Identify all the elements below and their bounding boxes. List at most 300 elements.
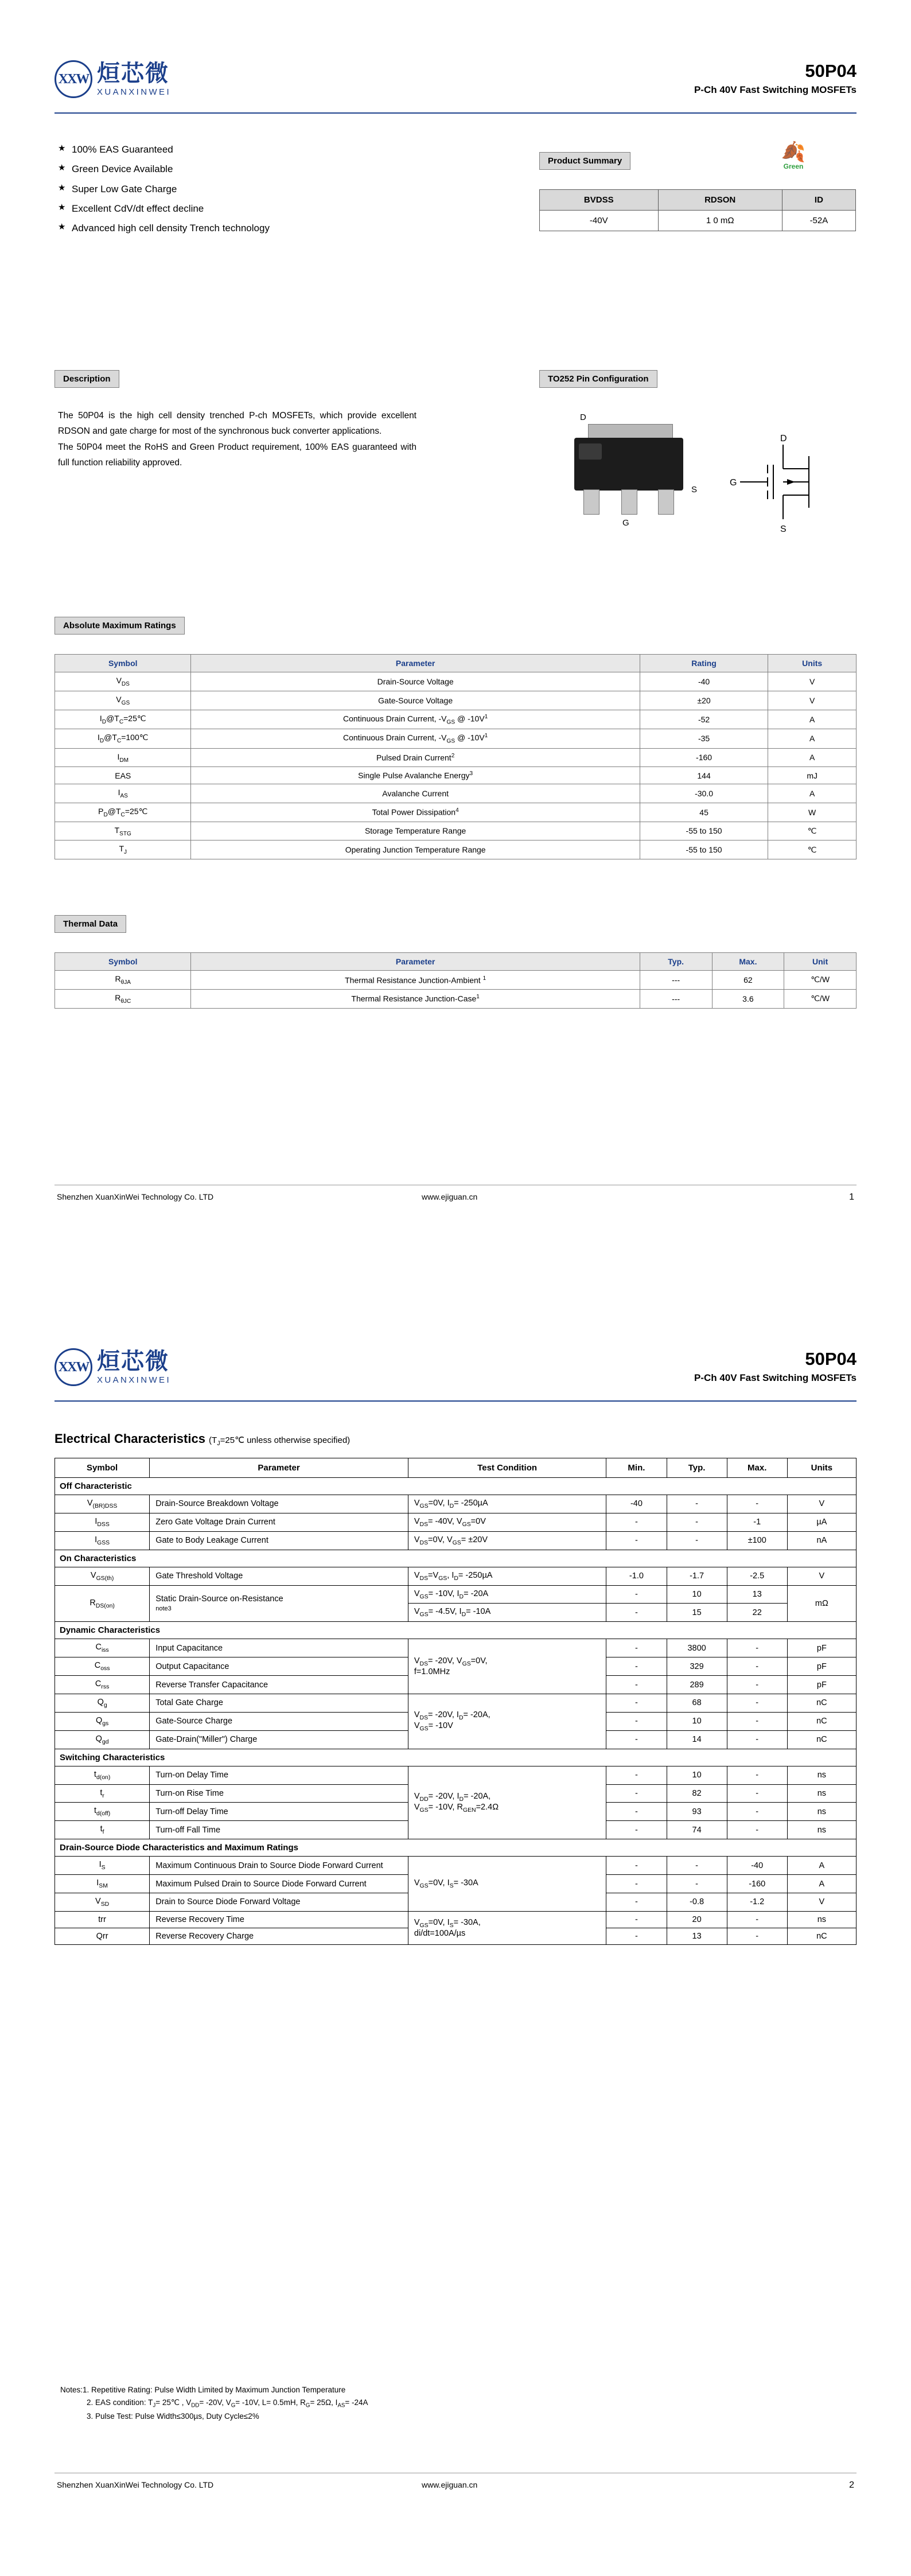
ec-header-row bbox=[55, 1458, 857, 1478]
amr-cell: $I_{DM}$ bbox=[55, 748, 191, 767]
ec-min: - bbox=[606, 1857, 667, 1875]
amr-cell: Avalanche Current bbox=[191, 784, 640, 803]
ec-min: - bbox=[606, 1712, 667, 1730]
ec-test-condition: $V_{GS}= -10V$, $I_D= -20A$ bbox=[408, 1585, 606, 1604]
ec-max: - bbox=[727, 1911, 787, 1928]
ps-header-cell: ID bbox=[782, 190, 855, 211]
ec-max: -160 bbox=[727, 1875, 787, 1893]
ec-symbol: $t_r$ bbox=[55, 1784, 150, 1803]
td-cell: ℃/W bbox=[784, 989, 857, 1008]
ec-parameter: Turn-on Rise Time bbox=[150, 1784, 408, 1803]
amr-cell: $V_{DS}$ bbox=[55, 672, 191, 691]
amr-cell: -40 bbox=[640, 672, 768, 691]
ec-min: - bbox=[606, 1639, 667, 1657]
electrical-characteristics-title: Electrical Characteristics ($T_J=25℃$ unless otherwise specified) bbox=[54, 1431, 351, 1447]
ec-units: ns bbox=[787, 1766, 856, 1784]
td-header-cell: Symbol bbox=[55, 953, 191, 971]
ec-parameter: Drain-Source Breakdown Voltage bbox=[150, 1495, 408, 1513]
ec-section-title: Off Characteristic bbox=[55, 1478, 857, 1495]
table-row bbox=[55, 971, 857, 990]
company-logo bbox=[54, 60, 171, 98]
ec-parameter: Static Drain-Source on-Resistance note3 bbox=[150, 1585, 408, 1622]
ec-typ: - bbox=[667, 1495, 727, 1513]
ec-units: ns bbox=[787, 1911, 856, 1928]
table-row bbox=[55, 1911, 857, 1928]
package-lead bbox=[658, 489, 674, 515]
ec-header-cell: Typ. bbox=[667, 1458, 727, 1478]
table-row bbox=[55, 1531, 857, 1550]
amr-cell: Single Pulse Avalanche Energy$^3$ bbox=[191, 767, 640, 784]
table-row bbox=[55, 803, 857, 822]
page-header bbox=[54, 60, 857, 112]
logo-english-name: XUANXINWEI bbox=[97, 87, 172, 97]
table-row bbox=[55, 729, 857, 748]
part-description: P-Ch 40V Fast Switching MOSFETs bbox=[694, 84, 857, 96]
ps-header-cell: BVDSS bbox=[540, 190, 659, 211]
amr-header-cell: Units bbox=[768, 655, 857, 672]
amr-cell: 45 bbox=[640, 803, 768, 822]
ec-max: -2.5 bbox=[727, 1567, 787, 1585]
feature-label: Excellent CdV/dt effect decline bbox=[72, 203, 204, 214]
amr-header-cell: Rating bbox=[640, 655, 768, 672]
amr-cell: Pulsed Drain Current$^2$ bbox=[191, 748, 640, 767]
ec-symbol: Qrr bbox=[55, 1928, 150, 1944]
td-cell: 62 bbox=[712, 971, 784, 990]
ec-symbol: $Q_g$ bbox=[55, 1694, 150, 1713]
ec-test-condition: $V_{DS}=V_{GS}$, $I_D= -250\mu A$ bbox=[408, 1567, 606, 1585]
ec-symbol: $t_f$ bbox=[55, 1821, 150, 1839]
ec-max: 13 bbox=[727, 1585, 787, 1604]
td-header-cell: Parameter bbox=[191, 953, 640, 971]
table-row bbox=[55, 784, 857, 803]
header-divider bbox=[54, 112, 857, 114]
ec-typ: -1.7 bbox=[667, 1567, 727, 1585]
ec-min: -1.0 bbox=[606, 1567, 667, 1585]
part-number: 50P04 bbox=[805, 61, 857, 81]
ec-parameter: Gate Threshold Voltage bbox=[150, 1567, 408, 1585]
ec-symbol: $I_{GSS}$ bbox=[55, 1531, 150, 1550]
ec-units: A bbox=[787, 1857, 856, 1875]
ec-parameter: Gate to Body Leakage Current bbox=[150, 1531, 408, 1550]
thermal-table bbox=[54, 952, 857, 1009]
ec-header-cell: Units bbox=[787, 1458, 856, 1478]
pin-config-label: TO252 Pin Configuration bbox=[539, 370, 657, 388]
electrical-characteristics-table bbox=[54, 1458, 857, 1945]
package-lead bbox=[583, 489, 599, 515]
ec-typ: 20 bbox=[667, 1911, 727, 1928]
ec-test-condition: $V_{DD}= -20V$, $I_D= -20A$, $V_{GS}= -10V$, $R_{GEN}=2.4\Omega$ bbox=[408, 1766, 606, 1839]
ps-value-cell: -52A bbox=[782, 211, 855, 231]
ec-header-cell: Min. bbox=[606, 1458, 667, 1478]
amr-cell: Continuous Drain Current, $-V_{GS}$ @ $-10V^1$ bbox=[191, 710, 640, 729]
table-row bbox=[55, 1567, 857, 1585]
ec-min: - bbox=[606, 1694, 667, 1713]
amr-cell: Continuous Drain Current, $-V_{GS}$ @ $-10V^1$ bbox=[191, 729, 640, 748]
table-row bbox=[55, 691, 857, 710]
feature-item bbox=[58, 163, 414, 175]
ec-typ: 14 bbox=[667, 1730, 727, 1749]
ec-parameter: Reverse Recovery Time bbox=[150, 1911, 408, 1928]
ec-typ: 93 bbox=[667, 1803, 727, 1821]
ec-symbol: $I_{DSS}$ bbox=[55, 1513, 150, 1531]
td-cell: Thermal Resistance Junction-Case$^1$ bbox=[191, 989, 640, 1008]
ec-units: nC bbox=[787, 1712, 856, 1730]
ec-min: - bbox=[606, 1911, 667, 1928]
ec-test-condition: $V_{GS}= -4.5V$, $I_D= -10A$ bbox=[408, 1604, 606, 1622]
ec-max: - bbox=[727, 1694, 787, 1713]
amr-header-cell: Parameter bbox=[191, 655, 640, 672]
ec-typ: 10 bbox=[667, 1585, 727, 1604]
ec-parameter: Turn-on Delay Time bbox=[150, 1766, 408, 1784]
ec-test-condition: $V_{GS}=0V$, $I_S= -30A$, di/dt=100A/µs bbox=[408, 1911, 606, 1944]
amr-cell: $T_{STG}$ bbox=[55, 822, 191, 840]
ec-section-row bbox=[55, 1839, 857, 1857]
ec-max: - bbox=[727, 1639, 787, 1657]
ec-typ: - bbox=[667, 1531, 727, 1550]
logo-chinese-name: 烜芯微 bbox=[97, 1348, 169, 1375]
table-row bbox=[55, 840, 857, 859]
ec-units: µA bbox=[787, 1513, 856, 1531]
ec-parameter: Maximum Continuous Drain to Source Diode Forward Current bbox=[150, 1857, 408, 1875]
ec-units: ns bbox=[787, 1803, 856, 1821]
ec-max: - bbox=[727, 1821, 787, 1839]
svg-text:S: S bbox=[780, 524, 787, 534]
logo-mark-icon: XXW bbox=[54, 60, 92, 98]
ec-max: - bbox=[727, 1712, 787, 1730]
table-row bbox=[55, 989, 857, 1008]
footer-website[interactable]: www.ejiguan.cn bbox=[422, 1192, 478, 1201]
table-row bbox=[55, 710, 857, 729]
ec-units: V bbox=[787, 1495, 856, 1513]
ec-symbol: $I_S$ bbox=[55, 1857, 150, 1875]
ec-section-row bbox=[55, 1550, 857, 1567]
page-header bbox=[54, 1348, 857, 1400]
ec-min: - bbox=[606, 1766, 667, 1784]
amr-cell: -55 to 150 bbox=[640, 822, 768, 840]
ec-typ: - bbox=[667, 1857, 727, 1875]
ec-units: nA bbox=[787, 1531, 856, 1550]
ec-parameter: Input Capacitance bbox=[150, 1639, 408, 1657]
ec-symbol: $t_{d(on)}$ bbox=[55, 1766, 150, 1784]
table-row bbox=[55, 1585, 857, 1604]
ec-min: - bbox=[606, 1513, 667, 1531]
ec-max: - bbox=[727, 1784, 787, 1803]
td-cell: $R_{\theta JC}$ bbox=[55, 989, 191, 1008]
package-drawing bbox=[554, 413, 708, 548]
ec-test-condition: $V_{DS}= -40V$, $V_{GS}=0V$ bbox=[408, 1513, 606, 1531]
description-paragraph: The 50P04 is the high cell density trenched P-ch MOSFETs, which provide excellent RDSON and gate charge for most of the synchronous buck converter applications. bbox=[58, 411, 416, 436]
table-row bbox=[55, 748, 857, 767]
ec-min: - bbox=[606, 1928, 667, 1944]
ec-symbol: $I_{SM}$ bbox=[55, 1875, 150, 1893]
ec-section-title: Switching Characteristics bbox=[55, 1749, 857, 1766]
amr-cell: A bbox=[768, 710, 857, 729]
amr-cell: $V_{GS}$ bbox=[55, 691, 191, 710]
ec-symbol: trr bbox=[55, 1911, 150, 1928]
ec-header-cell: Max. bbox=[727, 1458, 787, 1478]
part-description: P-Ch 40V Fast Switching MOSFETs bbox=[694, 1372, 857, 1384]
footer-page-number: 1 bbox=[849, 1192, 854, 1202]
footer-website[interactable]: www.ejiguan.cn bbox=[422, 2480, 478, 2489]
ec-typ: 10 bbox=[667, 1766, 727, 1784]
ec-section-title: Dynamic Characteristics bbox=[55, 1622, 857, 1639]
feature-item bbox=[58, 183, 414, 195]
ec-test-condition: $V_{GS}=0V$, $I_D= -250\mu A$ bbox=[408, 1495, 606, 1513]
ec-section-title: On Characteristics bbox=[55, 1550, 857, 1567]
ec-symbol: $V_{(BR)DSS}$ bbox=[55, 1495, 150, 1513]
ec-units: nC bbox=[787, 1730, 856, 1749]
ec-units: pF bbox=[787, 1639, 856, 1657]
ps-value-cell: -40V bbox=[540, 211, 659, 231]
amr-cell: $I_D@T_C=25℃$ bbox=[55, 710, 191, 729]
ec-min: - bbox=[606, 1784, 667, 1803]
amr-cell: EAS bbox=[55, 767, 191, 784]
ec-min: - bbox=[606, 1821, 667, 1839]
td-cell: --- bbox=[640, 989, 712, 1008]
amr-cell: ℃ bbox=[768, 822, 857, 840]
ec-min: -40 bbox=[606, 1495, 667, 1513]
star-icon: ★ bbox=[58, 202, 66, 212]
ec-units: pF bbox=[787, 1657, 856, 1676]
table-row bbox=[55, 767, 857, 784]
td-header-cell: Typ. bbox=[640, 953, 712, 971]
ec-min: - bbox=[606, 1875, 667, 1893]
feature-label: Advanced high cell density Trench technology bbox=[72, 223, 270, 234]
ec-max: 22 bbox=[727, 1604, 787, 1622]
ec-parameter: Reverse Transfer Capacitance bbox=[150, 1676, 408, 1694]
logo-chinese-name: 烜芯微 bbox=[97, 60, 169, 87]
ec-parameter: Gate-Source Charge bbox=[150, 1712, 408, 1730]
amr-cell: -52 bbox=[640, 710, 768, 729]
ec-header-cell: Test Condition bbox=[408, 1458, 606, 1478]
table-row bbox=[55, 672, 857, 691]
amr-cell: ℃ bbox=[768, 840, 857, 859]
ec-parameter: Drain to Source Diode Forward Voltage bbox=[150, 1893, 408, 1912]
feature-item bbox=[58, 203, 414, 215]
part-number: 50P04 bbox=[805, 1349, 857, 1369]
description-text bbox=[58, 408, 416, 472]
ec-header-cell: Symbol bbox=[55, 1458, 150, 1478]
ec-units: nC bbox=[787, 1694, 856, 1713]
ec-typ: 68 bbox=[667, 1694, 727, 1713]
package-pin-label-s: S bbox=[691, 485, 698, 495]
feature-item bbox=[58, 222, 414, 234]
ec-symbol: $C_{rss}$ bbox=[55, 1676, 150, 1694]
description-label: Description bbox=[54, 370, 119, 388]
amr-cell: Gate-Source Voltage bbox=[191, 691, 640, 710]
star-icon: ★ bbox=[58, 143, 66, 153]
ec-symbol: $Q_{gs}$ bbox=[55, 1712, 150, 1730]
td-header-cell: Max. bbox=[712, 953, 784, 971]
amr-cell: $T_J$ bbox=[55, 840, 191, 859]
ec-units: mΩ bbox=[787, 1585, 856, 1622]
svg-text:G: G bbox=[730, 478, 737, 488]
ec-test-condition: $V_{DS}= -20V$, $V_{GS}=0V$, f=1.0MHz bbox=[408, 1639, 606, 1694]
ec-parameter: Gate-Drain("Miller") Charge bbox=[150, 1730, 408, 1749]
ec-min: - bbox=[606, 1604, 667, 1622]
amr-cell: V bbox=[768, 672, 857, 691]
ec-parameter: Maximum Pulsed Drain to Source Diode Forward Current bbox=[150, 1875, 408, 1893]
amr-cell: 144 bbox=[640, 767, 768, 784]
ec-section-row bbox=[55, 1622, 857, 1639]
ec-symbol: $t_{d(off)}$ bbox=[55, 1803, 150, 1821]
amr-cell: -30.0 bbox=[640, 784, 768, 803]
ec-symbol: $Q_{gd}$ bbox=[55, 1730, 150, 1749]
amr-cell: -35 bbox=[640, 729, 768, 748]
ec-typ: - bbox=[667, 1875, 727, 1893]
table-row bbox=[55, 1766, 857, 1784]
footer-company: Shenzhen XuanXinWei Technology Co. LTD bbox=[57, 2480, 214, 2489]
feature-list bbox=[58, 143, 414, 242]
ec-parameter: Reverse Recovery Charge bbox=[150, 1928, 408, 1944]
amr-cell: Total Power Dissipation$^4$ bbox=[191, 803, 640, 822]
feature-label: Super Low Gate Charge bbox=[72, 183, 177, 194]
ec-min: - bbox=[606, 1803, 667, 1821]
td-cell: 3.6 bbox=[712, 989, 784, 1008]
ec-min: - bbox=[606, 1676, 667, 1694]
amr-cell: A bbox=[768, 729, 857, 748]
green-badge-label: Green bbox=[783, 162, 804, 170]
svg-text:D: D bbox=[780, 434, 787, 443]
ec-max: -1.2 bbox=[727, 1893, 787, 1912]
star-icon: ★ bbox=[58, 182, 66, 193]
amr-header-cell: Symbol bbox=[55, 655, 191, 672]
amr-cell: $I_{AS}$ bbox=[55, 784, 191, 803]
package-pin-label-d: D bbox=[580, 413, 586, 422]
td-header-cell: Unit bbox=[784, 953, 857, 971]
ec-typ: 329 bbox=[667, 1657, 727, 1676]
ec-typ: - bbox=[667, 1513, 727, 1531]
package-body bbox=[574, 438, 683, 491]
amr-cell: mJ bbox=[768, 767, 857, 784]
ec-units: V bbox=[787, 1567, 856, 1585]
ps-value-cell: 1 0 mΩ bbox=[658, 211, 782, 231]
header-divider bbox=[54, 1400, 857, 1402]
amr-cell: -55 to 150 bbox=[640, 840, 768, 859]
table-row bbox=[55, 1639, 857, 1657]
ec-header-cell: Parameter bbox=[150, 1458, 408, 1478]
package-lead bbox=[621, 489, 637, 515]
amr-cell: W bbox=[768, 803, 857, 822]
note-line: 3. Pulse Test: Pulse Width≤300µs, Duty Cycle≤2% bbox=[87, 2411, 259, 2421]
ec-symbol: $V_{GS(th)}$ bbox=[55, 1567, 150, 1585]
ec-parameter: Total Gate Charge bbox=[150, 1694, 408, 1713]
ec-section-title: Drain-Source Diode Characteristics and Maximum Ratings bbox=[55, 1839, 857, 1857]
amr-cell: ±20 bbox=[640, 691, 768, 710]
ec-section-row bbox=[55, 1749, 857, 1766]
ec-max: - bbox=[727, 1766, 787, 1784]
ec-units: nC bbox=[787, 1928, 856, 1944]
ec-max: - bbox=[727, 1730, 787, 1749]
ec-section-row bbox=[55, 1478, 857, 1495]
ec-test-condition: $V_{GS}=0V$, $I_S= -30A$ bbox=[408, 1857, 606, 1912]
note-line: 2. EAS condition: $T_J=$ 25℃ , $V_{DD}= -20V$, $V_G= -10V$, L= 0.5mH, $R_G= 25\Omega$, $I_{AS}= -24A$ bbox=[87, 2398, 368, 2409]
ec-symbol: $C_{iss}$ bbox=[55, 1639, 150, 1657]
ec-typ: 10 bbox=[667, 1712, 727, 1730]
star-icon: ★ bbox=[58, 222, 66, 232]
leaf-icon: 🍂 bbox=[781, 141, 806, 163]
product-summary-label: Product Summary bbox=[539, 152, 630, 170]
ec-symbol: $C_{oss}$ bbox=[55, 1657, 150, 1676]
abs-max-table bbox=[54, 654, 857, 859]
ec-units: A bbox=[787, 1875, 856, 1893]
td-cell: ℃/W bbox=[784, 971, 857, 990]
ec-min: - bbox=[606, 1730, 667, 1749]
amr-cell: -160 bbox=[640, 748, 768, 767]
logo-english-name: XUANXINWEI bbox=[97, 1375, 172, 1385]
amr-cell: Operating Junction Temperature Range bbox=[191, 840, 640, 859]
table-row bbox=[55, 1857, 857, 1875]
ec-max: -1 bbox=[727, 1513, 787, 1531]
ec-typ: -0.8 bbox=[667, 1893, 727, 1912]
ec-max: -40 bbox=[727, 1857, 787, 1875]
ec-max: - bbox=[727, 1803, 787, 1821]
mosfet-symbol bbox=[723, 433, 843, 539]
ec-min: - bbox=[606, 1531, 667, 1550]
amr-cell: $P_D@T_C=25℃$ bbox=[55, 803, 191, 822]
ec-min: - bbox=[606, 1585, 667, 1604]
feature-label: 100% EAS Guaranteed bbox=[72, 144, 173, 155]
ps-header-cell: RDSON bbox=[658, 190, 782, 211]
ec-max: ±100 bbox=[727, 1531, 787, 1550]
ec-units: V bbox=[787, 1893, 856, 1912]
ec-parameter: Turn-off Fall Time bbox=[150, 1821, 408, 1839]
green-badge bbox=[768, 142, 819, 170]
company-logo bbox=[54, 1348, 171, 1386]
ec-min: - bbox=[606, 1893, 667, 1912]
star-icon: ★ bbox=[58, 163, 66, 173]
ec-typ: 13 bbox=[667, 1928, 727, 1944]
logo-mark-icon: XXW bbox=[54, 1348, 92, 1386]
abs-max-label: Absolute Maximum Ratings bbox=[54, 617, 185, 635]
amr-cell: A bbox=[768, 784, 857, 803]
feature-item bbox=[58, 143, 414, 155]
ec-symbol: $R_{DS(on)}$ bbox=[55, 1585, 150, 1622]
amr-cell: V bbox=[768, 691, 857, 710]
ec-parameter: Output Capacitance bbox=[150, 1657, 408, 1676]
ec-typ: 289 bbox=[667, 1676, 727, 1694]
ec-parameter: Turn-off Delay Time bbox=[150, 1803, 408, 1821]
footer-company: Shenzhen XuanXinWei Technology Co. LTD bbox=[57, 1192, 214, 1201]
ec-typ: 15 bbox=[667, 1604, 727, 1622]
ec-test-condition: $V_{DS}=0V$, $V_{GS}= \pm 20V$ bbox=[408, 1531, 606, 1550]
product-summary-table bbox=[539, 189, 856, 231]
td-cell: Thermal Resistance Junction-Ambient $^1$ bbox=[191, 971, 640, 990]
ec-typ: 82 bbox=[667, 1784, 727, 1803]
ec-parameter: Zero Gate Voltage Drain Current bbox=[150, 1513, 408, 1531]
ec-max: - bbox=[727, 1495, 787, 1513]
feature-label: Green Device Available bbox=[72, 164, 173, 175]
ec-typ: 74 bbox=[667, 1821, 727, 1839]
ec-max: - bbox=[727, 1928, 787, 1944]
ec-typ: 3800 bbox=[667, 1639, 727, 1657]
td-cell: $R_{\theta JA}$ bbox=[55, 971, 191, 990]
table-row bbox=[55, 1694, 857, 1713]
ec-min: - bbox=[606, 1657, 667, 1676]
notes-block bbox=[60, 2384, 368, 2422]
ec-units: ns bbox=[787, 1784, 856, 1803]
amr-cell: Storage Temperature Range bbox=[191, 822, 640, 840]
thermal-label: Thermal Data bbox=[54, 915, 126, 933]
footer-page-number: 2 bbox=[849, 2480, 854, 2490]
ec-units: ns bbox=[787, 1821, 856, 1839]
table-row bbox=[55, 1495, 857, 1513]
td-cell: --- bbox=[640, 971, 712, 990]
ec-max: - bbox=[727, 1657, 787, 1676]
table-row bbox=[55, 822, 857, 840]
description-paragraph: The 50P04 meet the RoHS and Green Product requirement, 100% EAS guaranteed with full function reliability approved. bbox=[58, 442, 416, 468]
amr-cell: A bbox=[768, 748, 857, 767]
